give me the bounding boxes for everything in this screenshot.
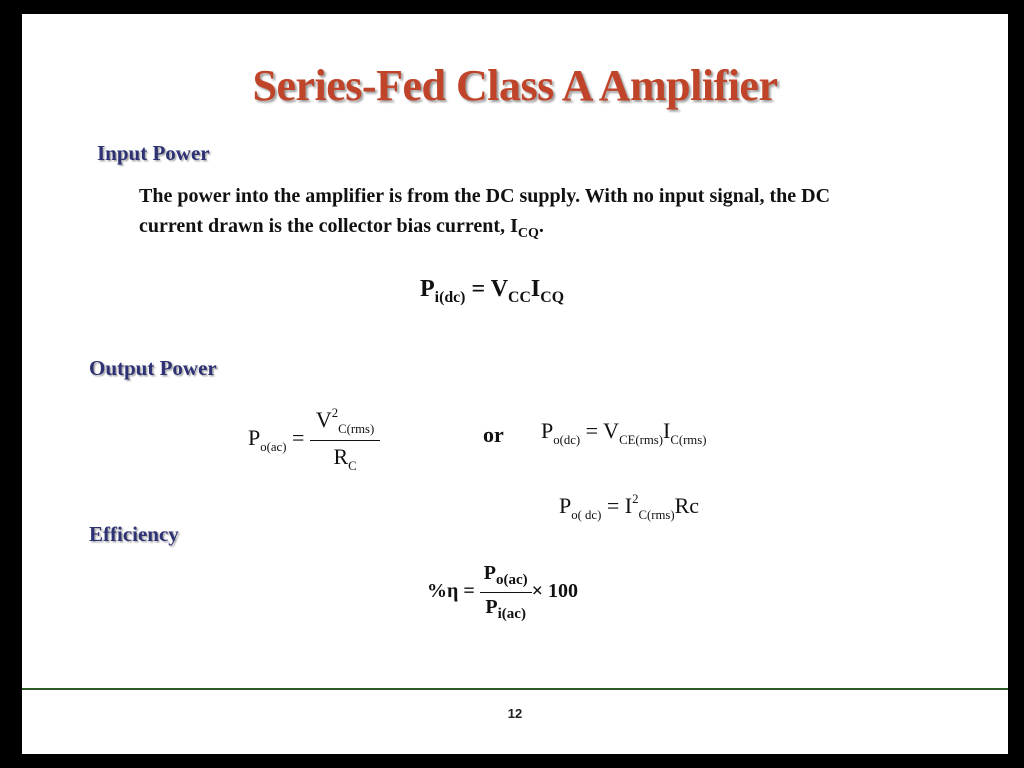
or-label: or xyxy=(483,422,504,447)
slide-title: Series-Fed Class A Amplifier xyxy=(252,61,778,110)
page-number: 12 xyxy=(507,706,523,721)
output-power-dc-equation: $P_{o(dc)} = V_{CE(rms)}I_{C(rms)}$ xyxy=(541,418,707,447)
slide xyxy=(22,14,1008,754)
fraction: $\frac{V^2_{C(rms)}}{R_C}$ xyxy=(310,406,380,474)
input-power-equation: $P_{i(dc)} = V_{CC}I_{CQ}$ xyxy=(420,276,565,306)
footer-divider xyxy=(22,688,1008,690)
fraction: $\frac{P_{o(ac)}}{P_{i(ac)}}$ xyxy=(480,562,532,623)
heading-efficiency: Efficiency xyxy=(89,522,179,546)
heading-input-power: Input Power xyxy=(97,141,210,165)
input-power-description: The power into the amplifier is from the DC supply. With no input signal, the DC current drawn is the collector bias current, $I_{CQ}$. xyxy=(139,185,831,241)
output-power-dc-equation-2: $P_{o( dc)} = I^2_{C(rms)}Rc$ xyxy=(559,492,700,522)
output-power-ac-equation: $P_{o(ac)}$ = $\frac{V^2_{C(rms)}}{R_C}$ xyxy=(248,406,380,474)
heading-output-power: Output Power xyxy=(89,356,217,380)
icq-symbol: $I_{CQ}$ xyxy=(510,215,539,241)
efficiency-equation: %η = $\frac{P_{o(ac)}}{P_{i(ac)}}$ × 100 xyxy=(427,562,579,622)
input-power-text: The power into the amplifier is from the DC supply. With no input signal, the DC current drawn is the collector bias current, xyxy=(139,185,831,237)
